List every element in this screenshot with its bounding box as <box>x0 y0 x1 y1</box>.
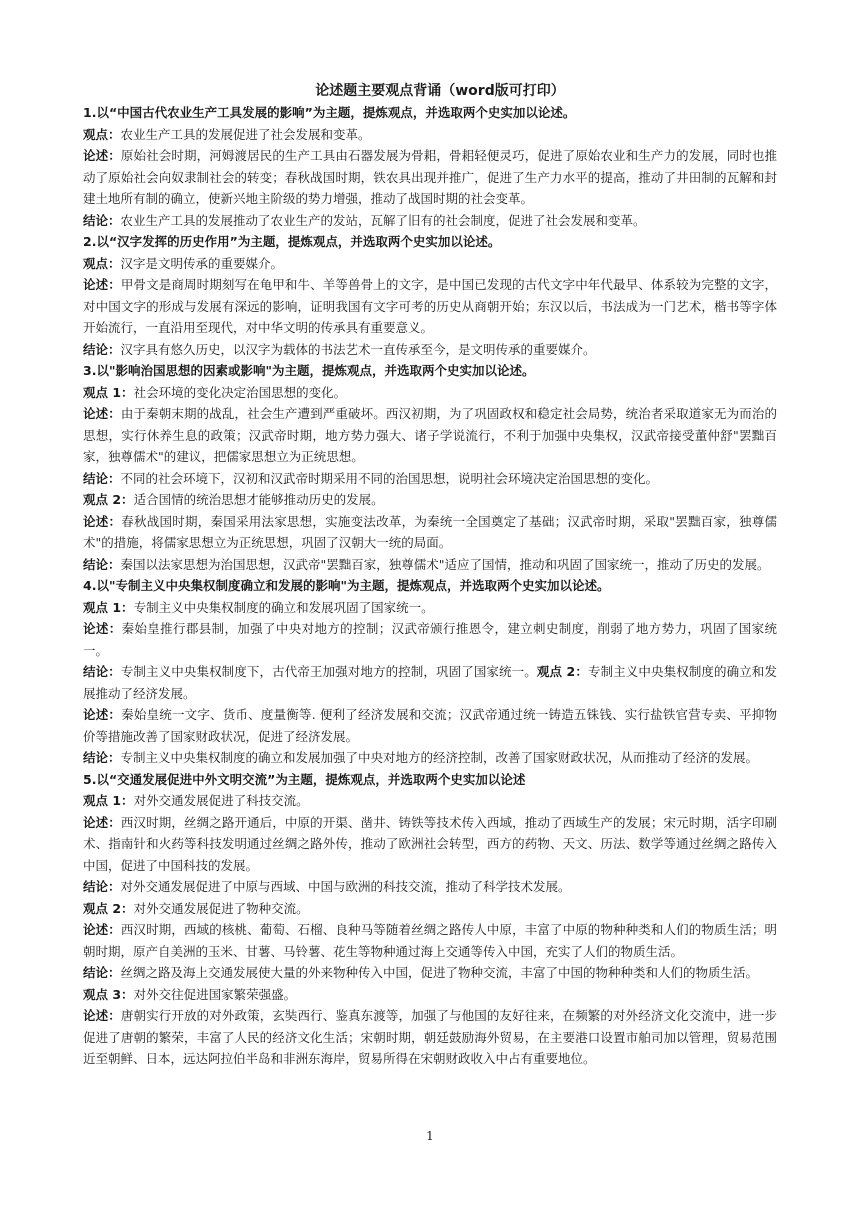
q5-argument-3 <box>83 1005 777 1070</box>
q3-conclusion-2-text: 秦国以法家思想为治国思想，汉武帝"罢黜百家，独尊儒术"适应了国情，推动和巩固了国家统一，推动了历史的发展。 <box>120 556 770 572</box>
question-2-heading: 2.以“汉字发挥的历史作用”为主题，提炼观点，并选取两个史实加以论述。 <box>83 234 501 249</box>
q3-conclusion-1-text: 不同的社会环境下，汉初和汉武帝时期采用不同的治国思想，说明社会环境决定治国思想的变化。 <box>120 470 659 486</box>
argument-label: 论述： <box>83 621 122 636</box>
viewpoint-2-label: 观点 2： <box>536 664 588 679</box>
q2-argument <box>83 274 777 339</box>
q5-argument-1 <box>83 812 777 877</box>
q3-conclusion-1 <box>83 468 777 490</box>
viewpoint-label: 观点： <box>83 255 121 271</box>
q4-argument-2-text: 秦始皇统一文字、货币、度量衡等. 便利了经济发展和交流；汉武帝通过统一铸造五铢钱、实行盐铁官营专卖、平抑物价等措施改善了国家财政状况，促进了经济发展。 <box>83 707 777 744</box>
q3-argument-1-text: 由于秦朝末期的战乱，社会生产遭到严重破坏。西汉初期，为了巩固政权和稳定社会局势，统治者采取道家无为而治的思想，实行休养生息的政策；汉武帝时期，地方势力强大、诸子学说流行，不利于加强中央集权，汉武帝接受董仲舒"罢黜百家，独尊儒术"的建议，把儒家思想立为正统思想。 <box>83 406 777 464</box>
argument-label: 论述： <box>83 1008 121 1023</box>
q5-argument-2 <box>83 919 777 962</box>
q2-argument-text: 甲骨文是商周时期刻写在龟甲和牛、羊等兽骨上的文字，是中国已发现的古代文字中年代最早、体系较为完整的文字，对中国文字的形成与发展有深远的影响，证明我国有文字可考的历史从商朝开始；东汉以后，书法成为一门艺术，楷书等字体开始流行，一直沿用至现代，对中华文明的传承具有重要意义。 <box>83 277 777 335</box>
q2-viewpoint <box>83 253 777 275</box>
viewpoint-2-label: 观点 2： <box>83 900 134 916</box>
q1-argument <box>83 145 777 210</box>
q3-argument-2 <box>83 511 777 554</box>
argument-label: 论述： <box>83 707 122 722</box>
q4-conclusion-1-text: 专制主义中央集权制度下，古代帝王加强对地方的控制，巩固了国家统一。 <box>120 664 537 679</box>
viewpoint-1-label: 观点 1： <box>83 599 134 615</box>
argument-label: 论述： <box>83 513 122 529</box>
q5-viewpoint-3-text: 对外交往促进国家繁荣强盛。 <box>133 986 297 1002</box>
q4-conclusion-2-text: 专制主义中央集权制度的确立和发展加强了中央对地方的经济控制，改善了国家财政状况，从而推动了经济的发展。 <box>120 750 759 765</box>
q3-conclusion-2 <box>83 554 777 576</box>
argument-label: 论述： <box>83 148 121 163</box>
q4-viewpoint-1-text: 专制主义中央集权制度的确立和发展巩固了国家统一。 <box>133 599 434 615</box>
question-4-heading: 4.以"专制主义中央集权制度确立和发展的影响"为主题，提炼观点，并选取两个史实加以论述。 <box>83 578 610 593</box>
q1-viewpoint <box>83 124 777 146</box>
conclusion-label: 结论： <box>83 965 121 980</box>
q3-argument-2-text: 春秋战国时期，秦国采用法家思想，实施变法改革，为秦统一全国奠定了基础；汉武帝时期，采取"罢黜百家，独尊儒术"的措施，将儒家思想立为正统思想，巩固了汉朝大一统的局面。 <box>83 513 777 550</box>
question-3-heading: 3.以"影响治国思想的因素或影响"为主题，提炼观点，并选取两个史实加以论述。 <box>83 363 535 378</box>
viewpoint-1-label: 观点 1： <box>83 384 134 400</box>
conclusion-label: 结论： <box>83 664 121 679</box>
argument-label: 论述： <box>83 277 121 292</box>
q4-conclusion-1 <box>83 661 777 704</box>
q4-argument-1 <box>83 618 777 661</box>
conclusion-label: 结论： <box>83 212 121 228</box>
q3-viewpoint-2-text: 适合国情的统治思想才能够推动历史的发展。 <box>133 492 384 507</box>
q2-viewpoint-text: 汉字是文明传承的重要媒介。 <box>120 255 284 271</box>
conclusion-label: 结论： <box>83 556 121 572</box>
q5-argument-2-text: 西汉时期，西域的核桃、葡萄、石榴、良种马等随着丝绸之路传人中原，丰富了中原的物种种类和人们的物质生活；明朝时期，原产自美洲的玉米、甘薯、马铃薯、花生等物种通过海上交通等传入中国，充实了人们的物质生活。 <box>83 922 777 959</box>
q3-argument-1 <box>83 403 777 468</box>
document-title: 论述题主要观点背诵（word版可打印） <box>315 83 565 99</box>
conclusion-label: 结论： <box>83 750 121 765</box>
viewpoint-1-label: 观点 1： <box>83 793 134 808</box>
q5-conclusion-1 <box>83 876 777 898</box>
viewpoint-2-label: 观点 2： <box>83 492 134 507</box>
q4-argument-2 <box>83 704 777 747</box>
document-page <box>83 80 777 1070</box>
q3-viewpoint-2 <box>83 489 777 511</box>
q4-viewpoint-1 <box>83 597 777 619</box>
q4-argument-1-text: 秦始皇推行郡县制，加强了中央对地方的控制；汉武帝颁行推恩令，建立刺史制度，削弱了地方势力，巩固了国家统一。 <box>83 621 777 658</box>
q2-conclusion <box>83 339 777 361</box>
q5-conclusion-1-text: 对外交通发展促进了中原与西域、中国与欧洲的科技交流，推动了科学技术发展。 <box>120 879 571 894</box>
argument-label: 论述： <box>83 922 121 937</box>
page-number: 1 <box>426 1129 434 1143</box>
q1-viewpoint-text: 农业生产工具的发展促进了社会发展和变革。 <box>120 126 371 142</box>
q5-viewpoint-2-text: 对外交通发展促进了物种交流。 <box>133 900 309 916</box>
conclusion-label: 结论： <box>83 470 121 486</box>
q1-argument-text: 原始社会时期，河姆渡居民的生产工具由石器发展为骨耜，骨耜轻便灵巧，促进了原始农业和生产力的发展，同时也推动了原始社会向奴隶制社会的转变；春秋战国时期，铁农具出现并推广，促进了生产力水平的提高，推动了井田制的瓦解和封建土地所有制的确立，使新兴地主阶级的势力增强，推动了战国时期的社会变革。 <box>83 148 777 206</box>
q4-viewpoint-2-text: 专制主义中央集权制度的确立和发展推动了经济发展。 <box>83 664 777 701</box>
question-1-heading: 1.以“中国古代农业生产工具发展的影响”为主题，提炼观点，并选取两个史实加以论述。 <box>83 105 576 120</box>
conclusion-label: 结论： <box>83 341 121 357</box>
q1-conclusion <box>83 210 777 232</box>
q5-viewpoint-1 <box>83 790 777 812</box>
q5-viewpoint-2 <box>83 898 777 920</box>
argument-label: 论述： <box>83 406 121 421</box>
viewpoint-label: 观点： <box>83 126 121 142</box>
q5-viewpoint-3 <box>83 984 777 1006</box>
q3-viewpoint-1 <box>83 382 777 404</box>
conclusion-label: 结论： <box>83 879 121 894</box>
viewpoint-3-label: 观点 3： <box>83 986 134 1002</box>
q5-argument-3-text: 唐朝实行开放的对外政策，玄奘西行、鉴真东渡等，加强了与他国的友好往来，在频繁的对外经济文化交流中，进一步促进了唐朝的繁荣，丰富了人民的经济文化生活；宋朝时期，朝廷鼓励海外贸易，在主要港口设置市舶司加以管理，贸易范围近至朝鲜、日本，远达阿拉伯半岛和非洲东海岸，贸易所得在宋朝财政收入中占有重要地位。 <box>83 1008 777 1066</box>
q1-conclusion-text: 农业生产工具的发展推动了农业生产的发站，瓦解了旧有的社会制度，促进了社会发展和变革。 <box>120 212 646 228</box>
q5-conclusion-2 <box>83 962 777 984</box>
q3-viewpoint-1-text: 社会环境的变化决定治国思想的变化。 <box>133 384 347 400</box>
argument-label: 论述： <box>83 814 121 830</box>
question-5-heading: 5.以“交通发展促进中外文明交流”为主题，提炼观点，并选取两个史实加以论述 <box>83 771 526 787</box>
q2-conclusion-text: 汉字具有悠久历史，以汉字为载体的书法艺术一直传承至今，是文明传承的重要媒介。 <box>120 341 596 357</box>
q5-conclusion-2-text: 丝绸之路及海上交通发展使大量的外来物种传入中国，促进了物种交流，丰富了中国的物种种类和人们的物质生活。 <box>120 965 759 980</box>
q4-conclusion-2 <box>83 747 777 769</box>
q5-argument-1-text: 西汉时期，丝绸之路开通后，中原的开渠、凿井、铸铁等技术传入西域，推动了西域生产的发展；宋元时期，活字印刷术、指南针和火药等科技发明通过丝绸之路外传，推动了欧洲社会转型，西方的药物、天文、历法、数学等通过丝绸之路传入中国，促进了中国科技的发展。 <box>83 814 777 873</box>
q5-viewpoint-1-text: 对外交通发展促进了科技交流。 <box>133 793 309 808</box>
